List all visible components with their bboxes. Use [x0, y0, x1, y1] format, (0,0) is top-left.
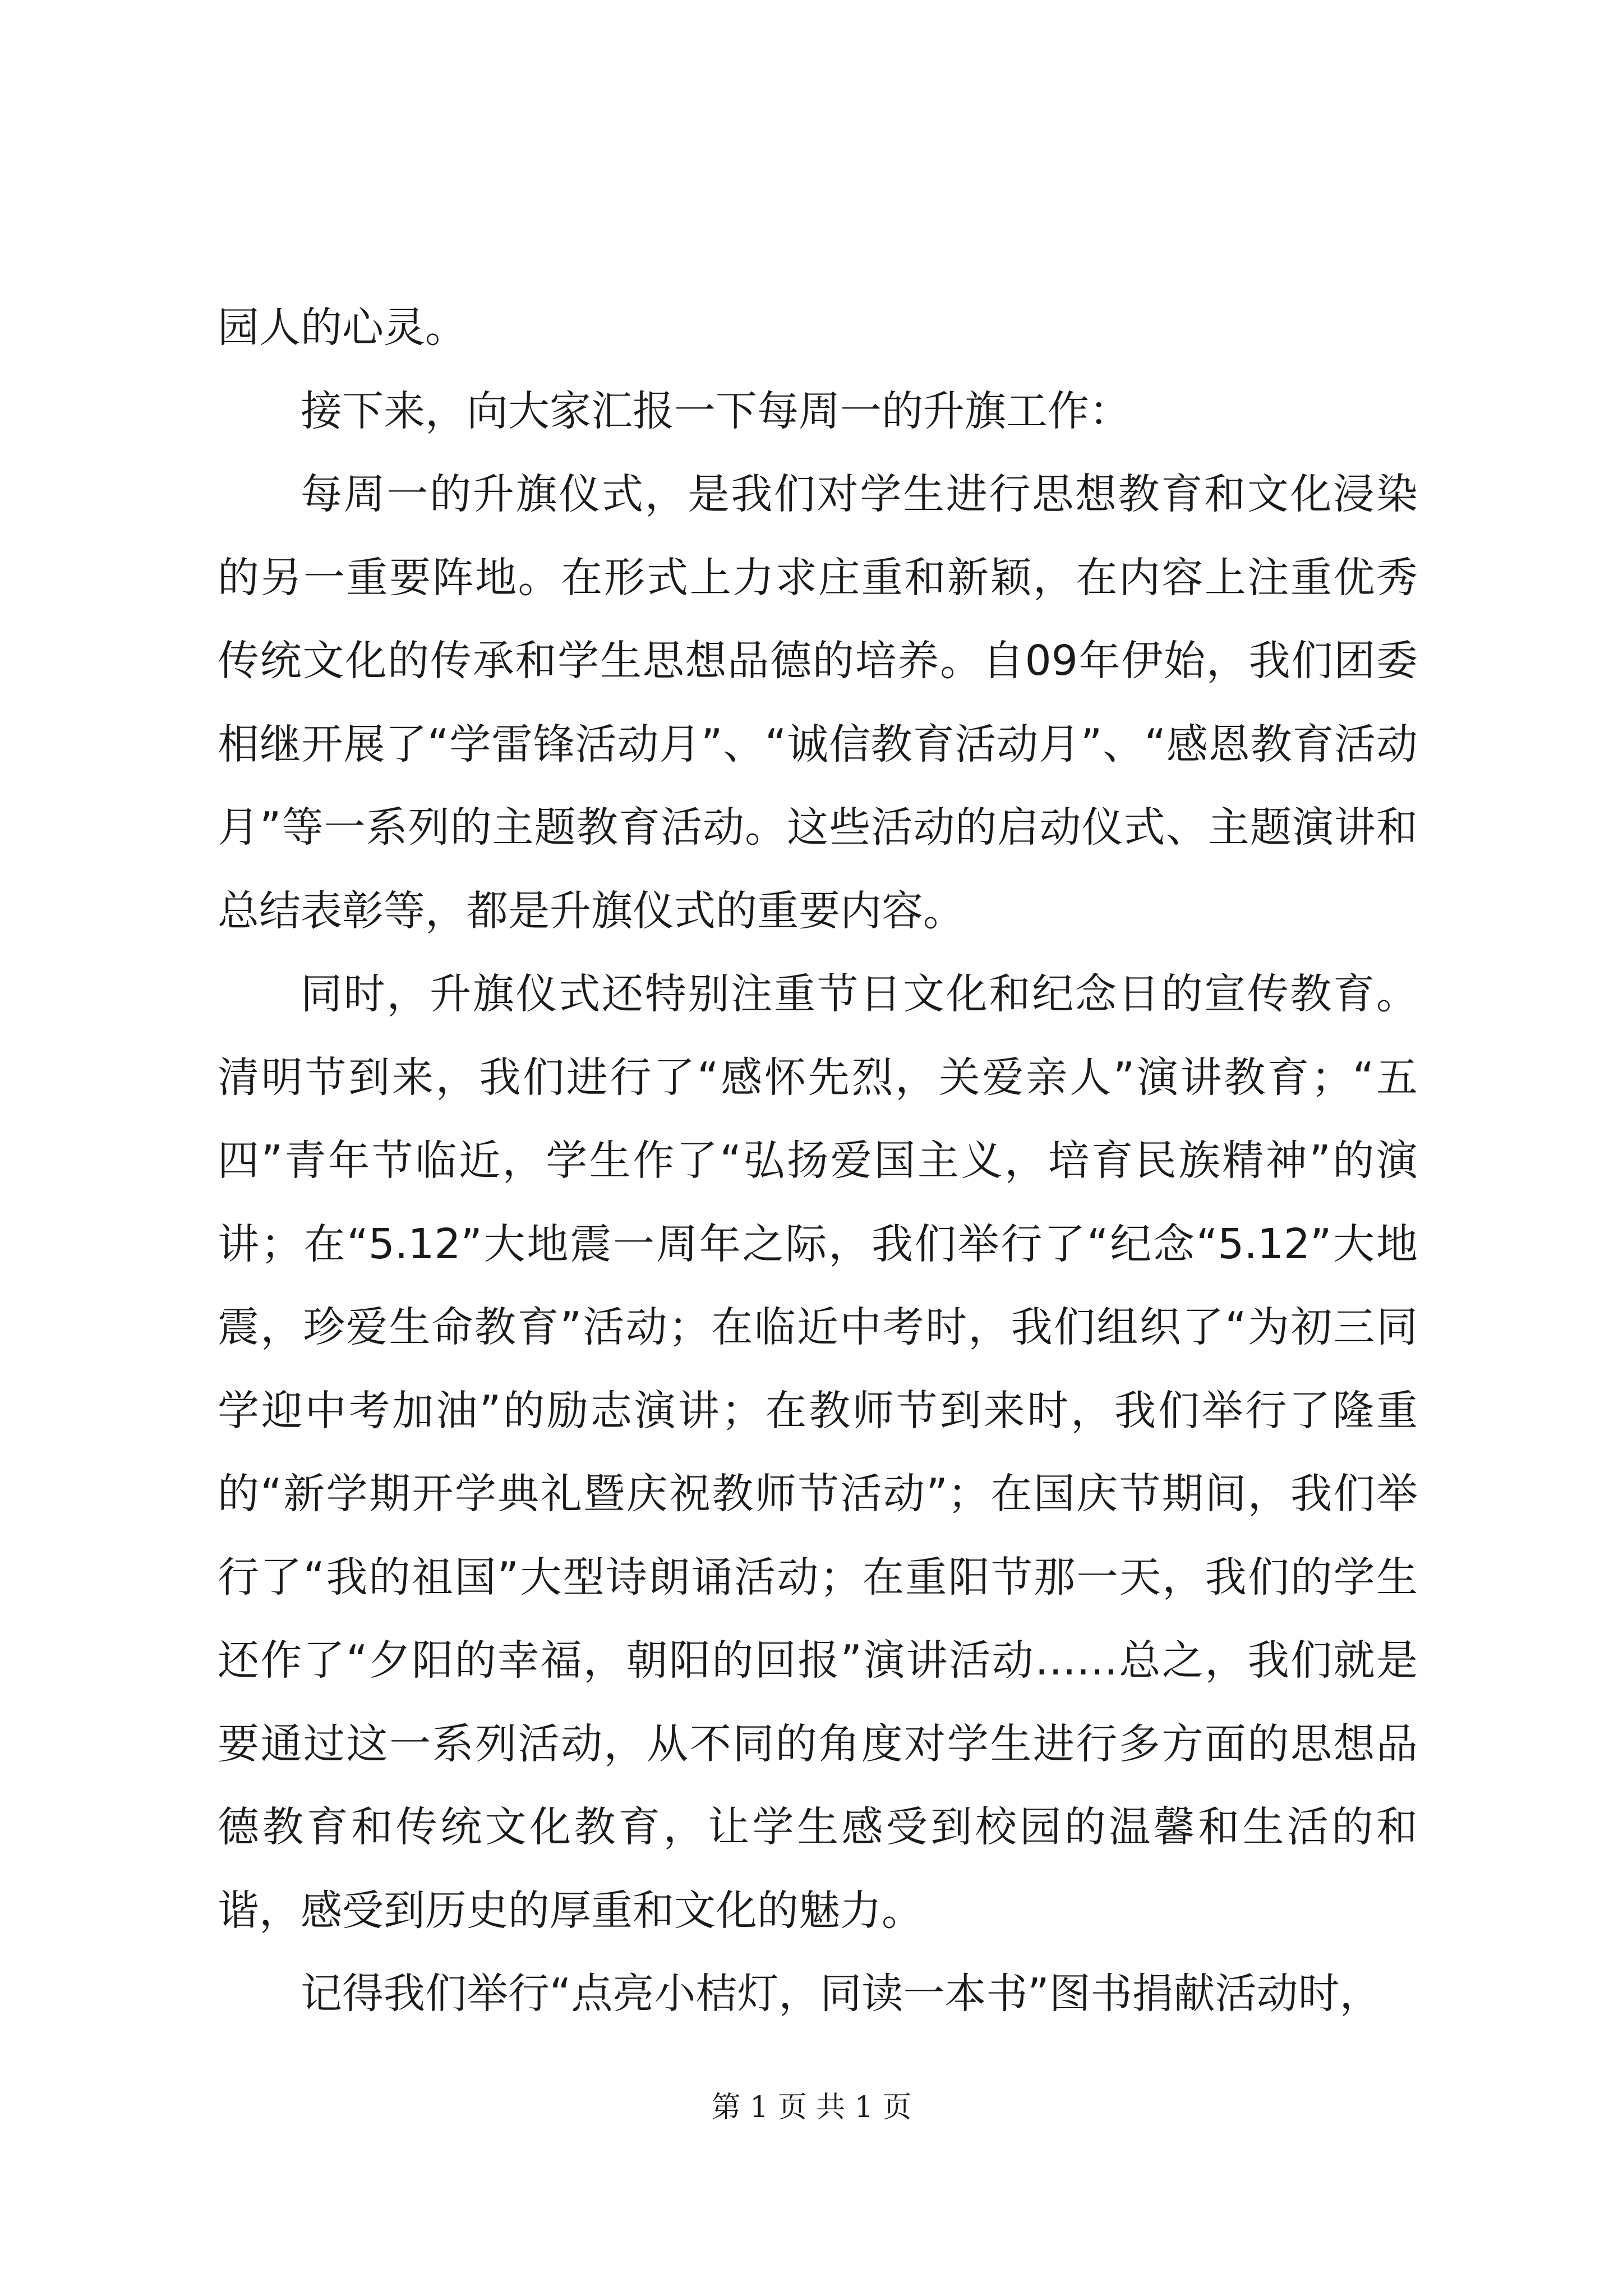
body-text: [218, 286, 1418, 2036]
paragraph: 接下来，向大家汇报一下每周一的升旗工作：: [301, 386, 1131, 435]
paragraph: 每周一的升旗仪式，是我们对学生进行思想教育和文化浸染的另一重要阵地。在形式上力求庄重和新颖，在内容上注重优秀传统文化的传承和学生思想品德的培养。自09年伊始，我们团委相继开展了“学雷锋活动月”、“诚信教育活动月”、“感恩教育活动月”等一系列的主题教育活动。这些活动的启动仪式、主题演讲和总结表彰等，都是升旗仪式的重要内容。: [218, 470, 1418, 935]
page-footer: 第 1 页 共 1 页: [711, 2091, 912, 2124]
paragraph: 记得我们举行“点亮小桔灯，同读一本书”图书捐献活动时，: [301, 1970, 1381, 2018]
paragraph: 园人的心灵。: [218, 303, 467, 352]
paragraph: 同时，升旗仪式还特别注重节日文化和纪念日的宣传教育。清明节到来，我们进行了“感怀先烈，关爱亲人”演讲教育；“五四”青年节临近，学生作了“弘扬爱国主义，培育民族精神”的演讲；在“5.12”大地震一周年之际，我们举行了“纪念“5.12”大地震，珍爱生命教育”活动；在临近中考时，我们组织了“为初三同学迎中考加油”的励志演讲；在教师节到来时，我们举行了隆重的“新学期开学典礼暨庆祝教师节活动”；在国庆节期间，我们举行了“我的祖国”大型诗朗诵活动；在重阳节那一天，我们的学生还作了“夕阳的幸福，朝阳的回报”演讲活动……总之，我们就是要通过这一系列活动，从不同的角度对学生进行多方面的思想品德教育和传统文化教育，让学生感受到校园的温馨和生活的和谐，感受到历史的厚重和文化的魅力。: [218, 970, 1418, 1935]
